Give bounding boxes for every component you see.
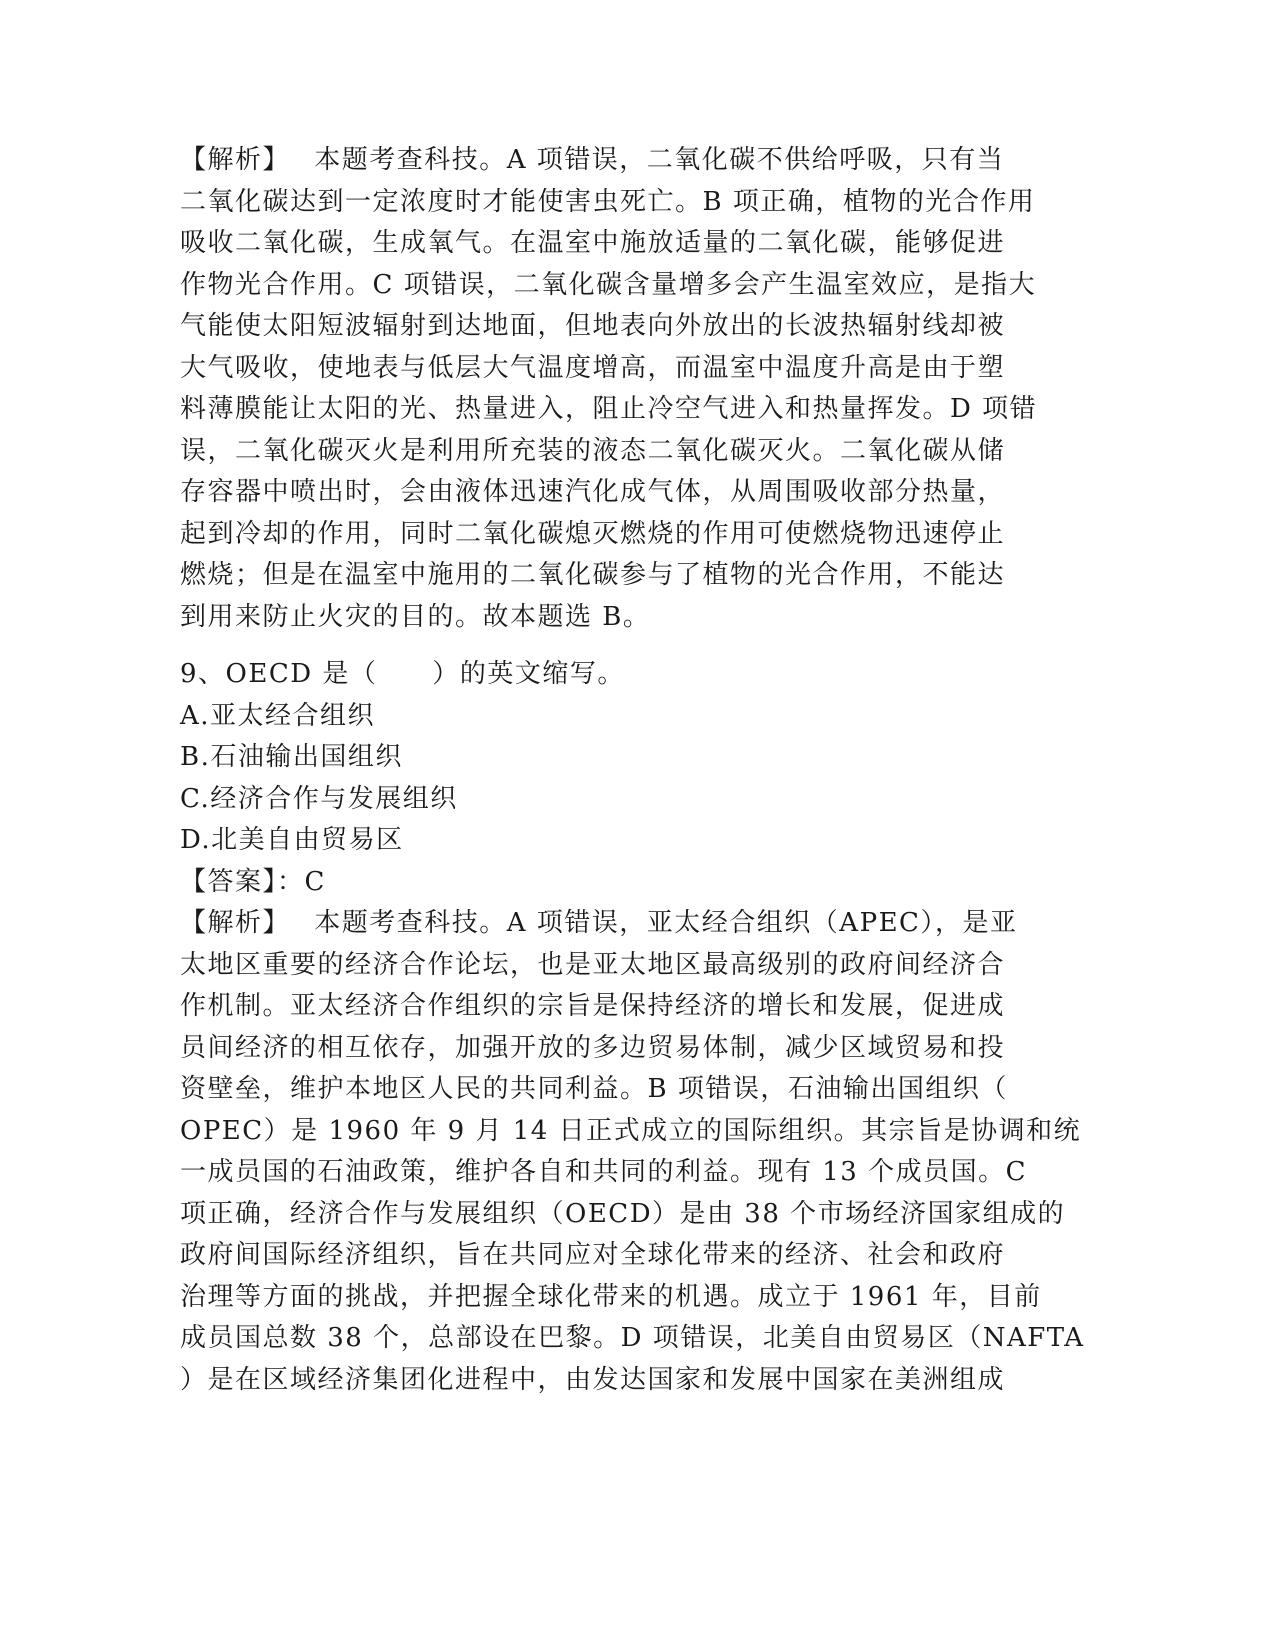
analysis-block-2	[180, 903, 1085, 1401]
analysis-2-line: OPEC）是 1960 年 9 月 14 日正式成立的国际组织。其宗旨是协调和统	[180, 1115, 1082, 1146]
analysis-1-line: 燃烧；但是在温室中施用的二氧化碳参与了植物的光合作用，不能达	[180, 560, 1006, 590]
analysis-2-line: 政府间国际经济组织，旨在共同应对全球化带来的经济、社会和政府	[180, 1240, 1006, 1270]
document-page	[180, 140, 1085, 1401]
analysis-2-line: 成员国总数 38 个，总部设在巴黎。D 项错误，北美自由贸易区（NAFTA	[180, 1323, 1085, 1353]
question-9	[180, 654, 1060, 903]
analysis-2-line: 【解析】 本题考查科技。A 项错误，亚太经合组织（APEC），是亚	[180, 908, 1018, 938]
analysis-1-line: 到用来防止火灾的目的。故本题选 B。	[180, 601, 651, 632]
analysis-1-line: 误，二氧化碳灭火是利用所充装的液态二氧化碳灭火。二氧化碳从储	[180, 435, 1006, 466]
analysis-block-1	[180, 140, 1060, 638]
option-a: A.亚太经合组织	[180, 700, 376, 731]
analysis-2-line: ）是在区域经济集团化进程中，由发达国家和发展中国家在美洲组成	[180, 1364, 1006, 1395]
option-b: B.石油输出国组织	[180, 742, 403, 772]
analysis-1-line: 吸收二氧化碳，生成氧气。在温室中施放适量的二氧化碳，能够促进	[180, 228, 1006, 258]
analysis-1-line: 作物光合作用。C 项错误，二氧化碳含量增多会产生温室效应，是指大	[180, 269, 1037, 300]
analysis-1-line: 【解析】 本题考查科技。A 项错误，二氧化碳不供给呼吸，只有当	[180, 145, 1005, 175]
answer-line: 【答案】：C	[180, 866, 326, 897]
analysis-1-line: 气能使太阳短波辐射到达地面，但地表向外放出的长波热辐射线却被	[180, 311, 1006, 341]
analysis-1-line: 料薄膜能让太阳的光、热量进入，阻止冷空气进入和热量挥发。D 项错	[180, 394, 1038, 424]
analysis-1-line: 起到冷却的作用，同时二氧化碳熄灭燃烧的作用可使燃烧物迅速停止	[180, 518, 1006, 549]
option-c: C.经济合作与发展组织	[180, 783, 458, 814]
analysis-1-line: 存容器中喷出时，会由液体迅速汽化成气体，从周围吸收部分热量，	[180, 477, 1006, 507]
analysis-1-line: 大气吸收，使地表与低层大气温度增高，而温室中温度升高是由于塑	[180, 352, 1006, 383]
analysis-2-line: 太地区重要的经济合作论坛，也是亚太地区最高级别的政府间经济合	[180, 949, 1006, 980]
analysis-2-line: 员间经济的相互依存，加强开放的多边贸易体制，减少区域贸易和投	[180, 1032, 1006, 1063]
analysis-1-line: 二氧化碳达到一定浓度时才能使害虫死亡。B 项正确，植物的光合作用	[180, 186, 1036, 217]
analysis-2-line: 项正确，经济合作与发展组织（OECD）是由 38 个市场经济国家组成的	[180, 1198, 1066, 1229]
option-d: D.北美自由贸易区	[180, 825, 404, 855]
question-stem: 9、OECD 是（ ）的英文缩写。	[180, 659, 625, 689]
analysis-2-line: 作机制。亚太经济合作组织的宗旨是保持经济的增长和发展，促进成	[180, 991, 1006, 1021]
analysis-2-line: 一成员国的石油政策，维护各自和共同的利益。现有 13 个成员国。C	[180, 1157, 1028, 1187]
analysis-2-line: 资壁垒，维护本地区人民的共同利益。B 项错误，石油输出国组织（	[180, 1074, 1008, 1104]
analysis-2-line: 治理等方面的挑战，并把握全球化带来的机遇。成立于 1961 年，目前	[180, 1281, 1042, 1312]
